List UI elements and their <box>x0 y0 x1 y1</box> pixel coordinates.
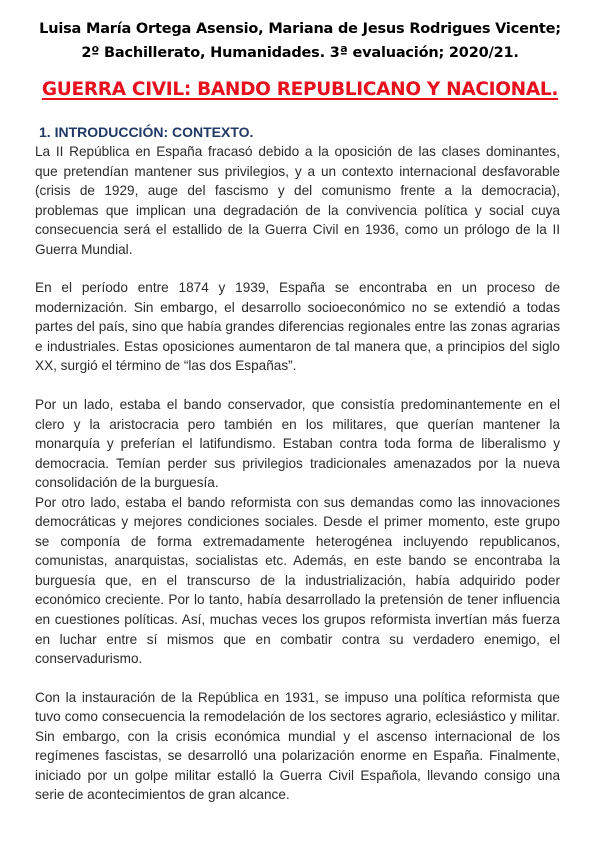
paragraph: La II República en España fracasó debido a la oposición de las clases dominantes, que pretendían mantener sus privilegios, y a un contexto internacional desfavorable (crisis de 1929, auge del fascismo y del comunismo frente a la democracia), problemas que implican una degradación de la convivencia política y social cuya consecuencia será el estallido de la Guerra Civil en 1936, como un prólogo de la II Guerra Mundial. <box>35 144 560 257</box>
document-header <box>20 17 580 65</box>
paragraph: Con la instauración de la República en 1931, se impuso una política reformista que tuvo como consecuencia la remodelación de los sectores agrario, eclesiástico y militar. Sin embargo, con la crisis económica mundial y el ascenso internacional de los regímenes fascistas, se desarrolló una polarización enorme en España. Finalmente, iniciado por un golpe militar estalló la Guerra Civil Española, llevando consigo una serie de acontecimientos de gran alcance. <box>35 689 560 803</box>
paragraph: Por un lado, estaba el bando conservador, que consistía predominantemente en el clero y la aristocracia pero también en los militares, que querían mantener la monarquía y preferían el latifundismo. Estaban contra toda forma de liberalismo y democracia. Temían perder sus privilegios tradicionales amenazados por la nueva consolidación de la burguesía. <box>35 397 560 491</box>
header-course: 2º Bachillerato, Humanidades. 3ª evaluación; 2020/21. <box>81 45 519 61</box>
paragraph: En el período entre 1874 y 1939, España se encontraba en un proceso de modernización. Sin embargo, el desarrollo socioeconómico no se extendió a todas partes del país, sino que había grandes diferencias regionales entre las zonas agrarias e industriales. Estas oposiciones aumentaron de tal manera que, a principios del siglo XX, surgió el término de “las dos Españas”. <box>35 280 560 374</box>
document-title <box>0 77 600 103</box>
document-body <box>35 142 560 805</box>
section-heading: 1. INTRODUCCIÓN: CONTEXTO. <box>39 124 254 140</box>
document-title-text: GUERRA CIVIL: BANDO REPUBLICANO Y NACIONAL. <box>41 79 559 100</box>
paragraph: Por otro lado, estaba el bando reformista con sus demandas como las innovaciones democráticas y mejores condiciones sociales. Desde el primer momento, este grupo se componía de forma extremadamente heterogénea incluyendo republicanos, comunistas, anarquistas, socialistas etc. Además, en este bando se encontraba la burguesía que, en el transcurso de la industrialización, había adquirido poder económico creciente. Por lo tanto, había desarrollado la pretensión de tener influencia en cuestiones políticas. Así, muchas veces los grupos reformista invertían más fuerza en luchar entre sí mismos que en combatir contra su verdadero enemigo, el conservadurismo. <box>35 494 560 667</box>
header-authors: Luisa María Ortega Asensio, Mariana de Jesus Rodrigues Vicente; <box>39 21 561 37</box>
